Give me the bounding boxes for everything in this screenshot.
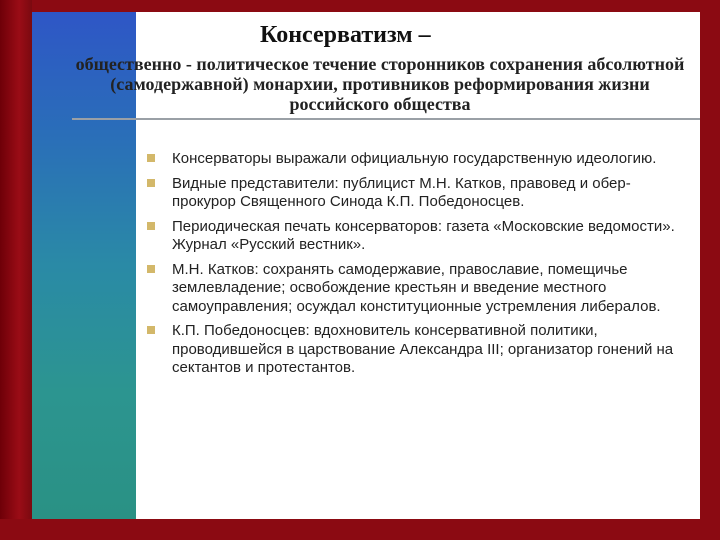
bullet-list xyxy=(147,150,687,384)
bullet-item xyxy=(147,322,687,378)
bullet-item xyxy=(147,175,687,212)
slide xyxy=(32,12,700,519)
bullet-text: Видные представители: публицист М.Н. Катков, правовед и обер-прокурор Священного Синода К.П. Победоносцев. xyxy=(172,174,631,210)
frame-right-border xyxy=(700,0,720,540)
slide-title: Консерватизм – xyxy=(260,22,431,48)
square-bullet-icon xyxy=(147,326,155,334)
frame-left-border xyxy=(0,0,32,540)
bullet-item xyxy=(147,150,687,169)
square-bullet-icon xyxy=(147,154,155,162)
square-bullet-icon xyxy=(147,265,155,273)
square-bullet-icon xyxy=(147,179,155,187)
frame-bottom-border xyxy=(0,519,720,540)
title-divider xyxy=(72,118,700,120)
square-bullet-icon xyxy=(147,222,155,230)
bullet-item xyxy=(147,218,687,255)
bullet-text: Консерваторы выражали официальную государственную идеологию. xyxy=(172,150,657,167)
bullet-text: Периодическая печать консерваторов: газета «Московские ведомости». Журнал «Русский вестник». xyxy=(172,217,675,253)
bullet-item xyxy=(147,261,687,317)
bullet-text: К.П. Победоносцев: вдохновитель консервативной политики, проводившейся в царствование Александра III; организатор гонений на сектантов и протестантов. xyxy=(172,322,674,376)
bullet-text: М.Н. Катков: сохранять самодержавие, православие, помещичье землевладение; освобождение крестьян и введение местного самоуправления; осуждал конституционные устремления либералов. xyxy=(172,260,661,315)
slide-subtitle: общественно - политическое течение сторонников сохранения абсолютной (самодержавной) монархии, противников реформирования жизни российского общества xyxy=(75,54,685,114)
